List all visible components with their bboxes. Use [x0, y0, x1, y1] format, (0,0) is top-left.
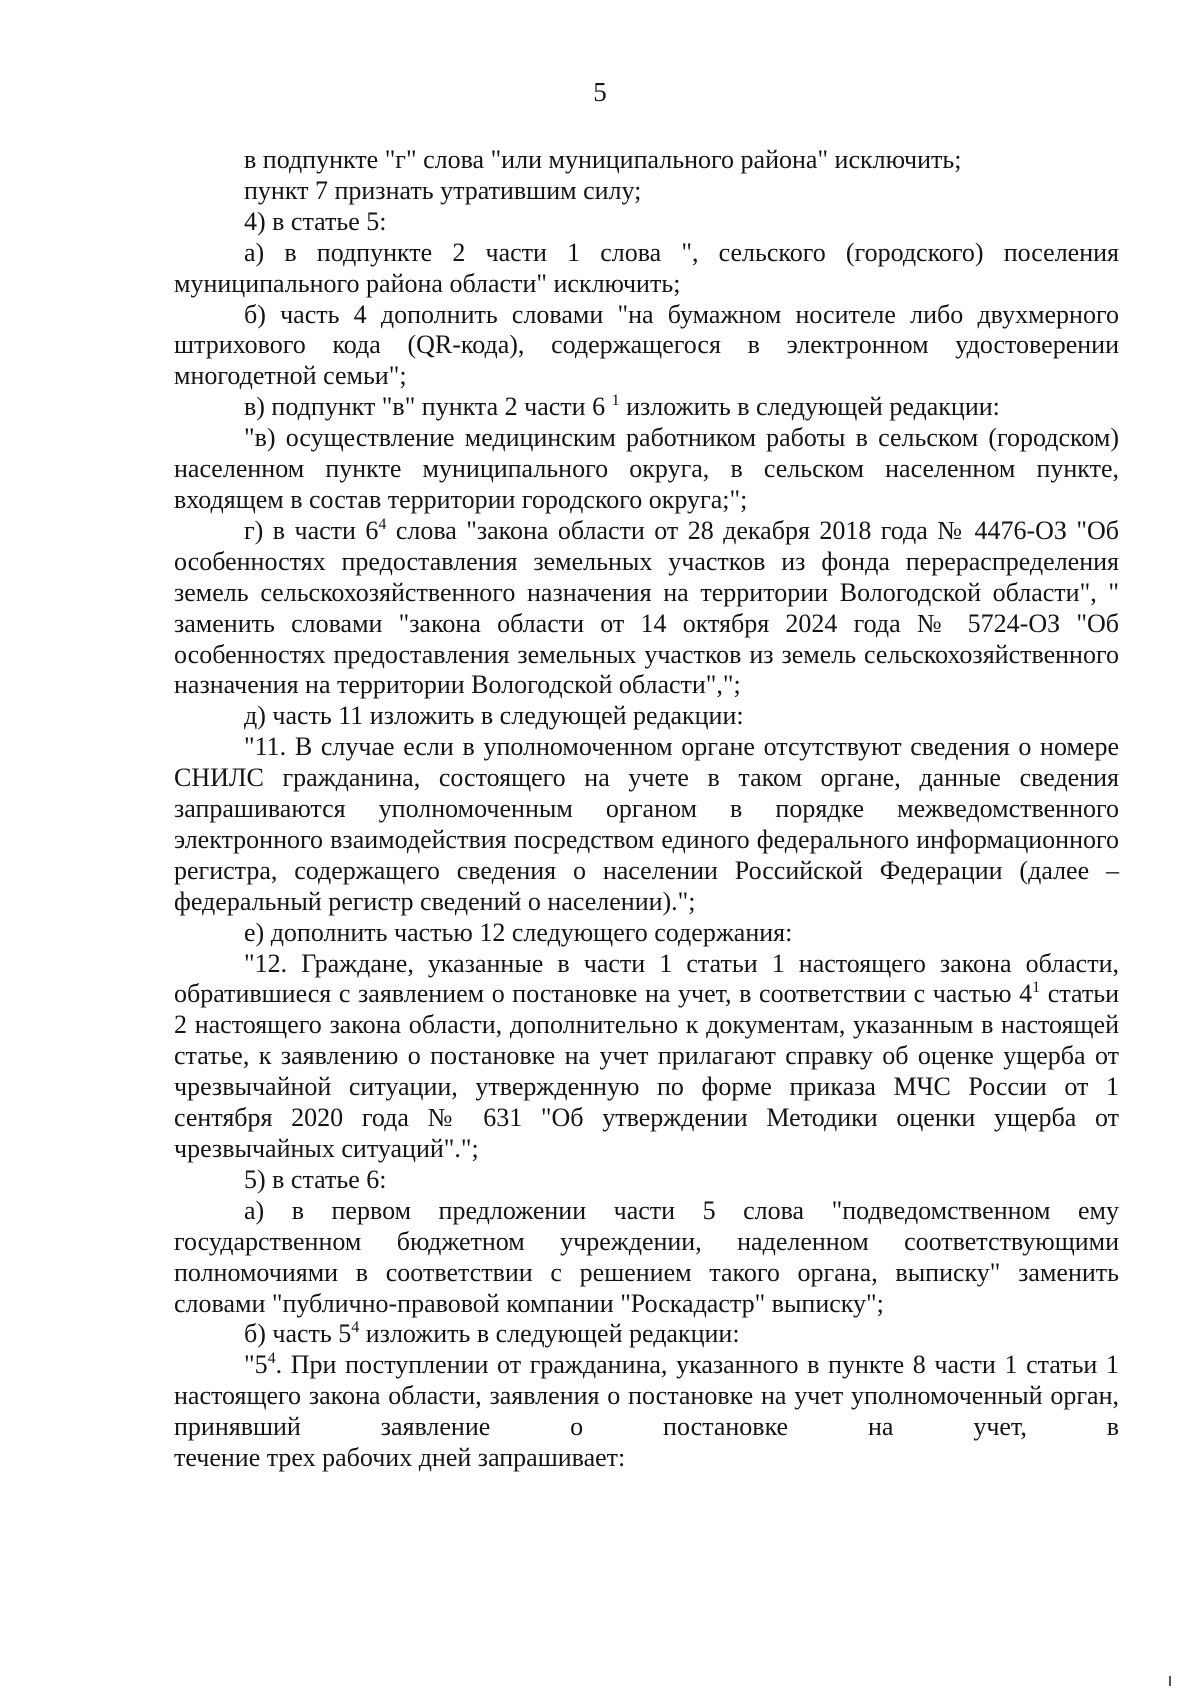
superscript: 1 [611, 392, 620, 410]
text-segment: "5 [244, 1350, 268, 1380]
text-segment: г) в части 6 [244, 515, 379, 545]
text-segment: изложить в следующей редакции: [359, 1319, 740, 1349]
document-body [174, 145, 1119, 1474]
text-segment: "12. Граждане, указанные в части 1 статьи 1 настоящего закона области, обратившиеся с заявлением о постановке на учет, в соответствии с частью 4 [174, 948, 1119, 1009]
superscript: 4 [267, 1350, 276, 1368]
text-segment: изложить в следующей редакции: [619, 392, 1000, 422]
paragraph: "11. В случае если в уполномоченном органе отсутствуют сведения о номере СНИЛС гражданина, состоящего на учете в таком органе, данные сведения запрашиваются уполномоченным органом в порядке межведомственного электронного взаимодействия посредством единого федерального информационного регистра, содержащего сведения о населении Российской Федерации (далее – федеральный регистр сведений о населении)."; [174, 732, 1119, 916]
paragraph: а) в подпункте 2 части 1 слова ", сельского (городского) поселения муниципального района области" исключить; [174, 237, 1119, 298]
superscript: 4 [378, 515, 387, 533]
paragraph [174, 1319, 1119, 1350]
paragraph: в подпункте "г" слова "или муниципального района" исключить; [244, 145, 962, 174]
text-segment: статьи 2 настоящего закона области, дополнительно к документам, указанным в настоящей статье, к заявлению о постановке на учет прилагают справку об оценке ущерба от чрезвычайной ситуации, утвержденную по форме приказа МЧС России от 1 сентября 2020 года № 631 "Об утверждении Методики оценки ущерба от чрезвычайных ситуаций"."; [174, 979, 1119, 1163]
paragraph [174, 949, 1119, 1165]
paragraph: а) в первом предложении части 5 слова "подведомственном ему государственном бюджетном учреждении, наделенном соответствующими полномочиями в соответствии с решением такого органа, выписку" заменить словами "публично-правовой компании "Роскадастр" выписку"; [174, 1195, 1119, 1318]
paragraph: е) дополнить частью 12 следующего содержания: [244, 917, 793, 947]
superscript: 1 [1032, 979, 1041, 997]
superscript: 4 [351, 1319, 360, 1337]
paragraph: 4) в статье 5: [244, 206, 387, 236]
page-number: 5 [593, 77, 607, 107]
paragraph: 5) в статье 6: [244, 1164, 387, 1194]
text-segment: слова "закона области от 28 декабря 2018 года № 4476-ОЗ "Об особенностях предоставления земельных участков из фонда перераспределения земель сельскохозяйственного назначения на территории Вологодской области", " заменить словами "закона области от 14 октября 2024 года № 5724-ОЗ "Об особенностях предоставления земельных участков из земель сельскохозяйственного назначения на территории Вологодской области","; [174, 515, 1120, 700]
paragraph: б) часть 4 дополнить словами "на бумажном носителе либо двухмерного штрихового кода (QR-кода), содержащегося в электронном удостоверении многодетной семьи"; [174, 299, 1119, 391]
paragraph: д) часть 11 изложить в следующей редакции: [244, 701, 744, 731]
paragraph [174, 1350, 1119, 1443]
paragraph: течение трех рабочих дней запрашивает: [174, 1443, 626, 1473]
paragraph [174, 392, 1119, 423]
text-segment: в) подпункт "в" пункта 2 части 6 [244, 392, 612, 422]
paragraph: пункт 7 признать утратившим силу; [244, 175, 642, 205]
paragraph [174, 516, 1119, 701]
text-segment: . При поступлении от гражданина, указанного в пункте 8 части 1 статьи 1 настоящего закона области, заявления о постановке на учет уполномоченный орган, принявший заявление о постановке на учет, в [174, 1350, 1119, 1442]
scan-mark [1169, 1676, 1171, 1686]
text-segment: б) часть 5 [244, 1319, 352, 1349]
paragraph: "в) осуществление медицинским работником работы в сельском (городском) населенном пункте муниципального округа, в сельском населенном пункте, входящем в состав территории городского округа;"; [174, 423, 1119, 514]
